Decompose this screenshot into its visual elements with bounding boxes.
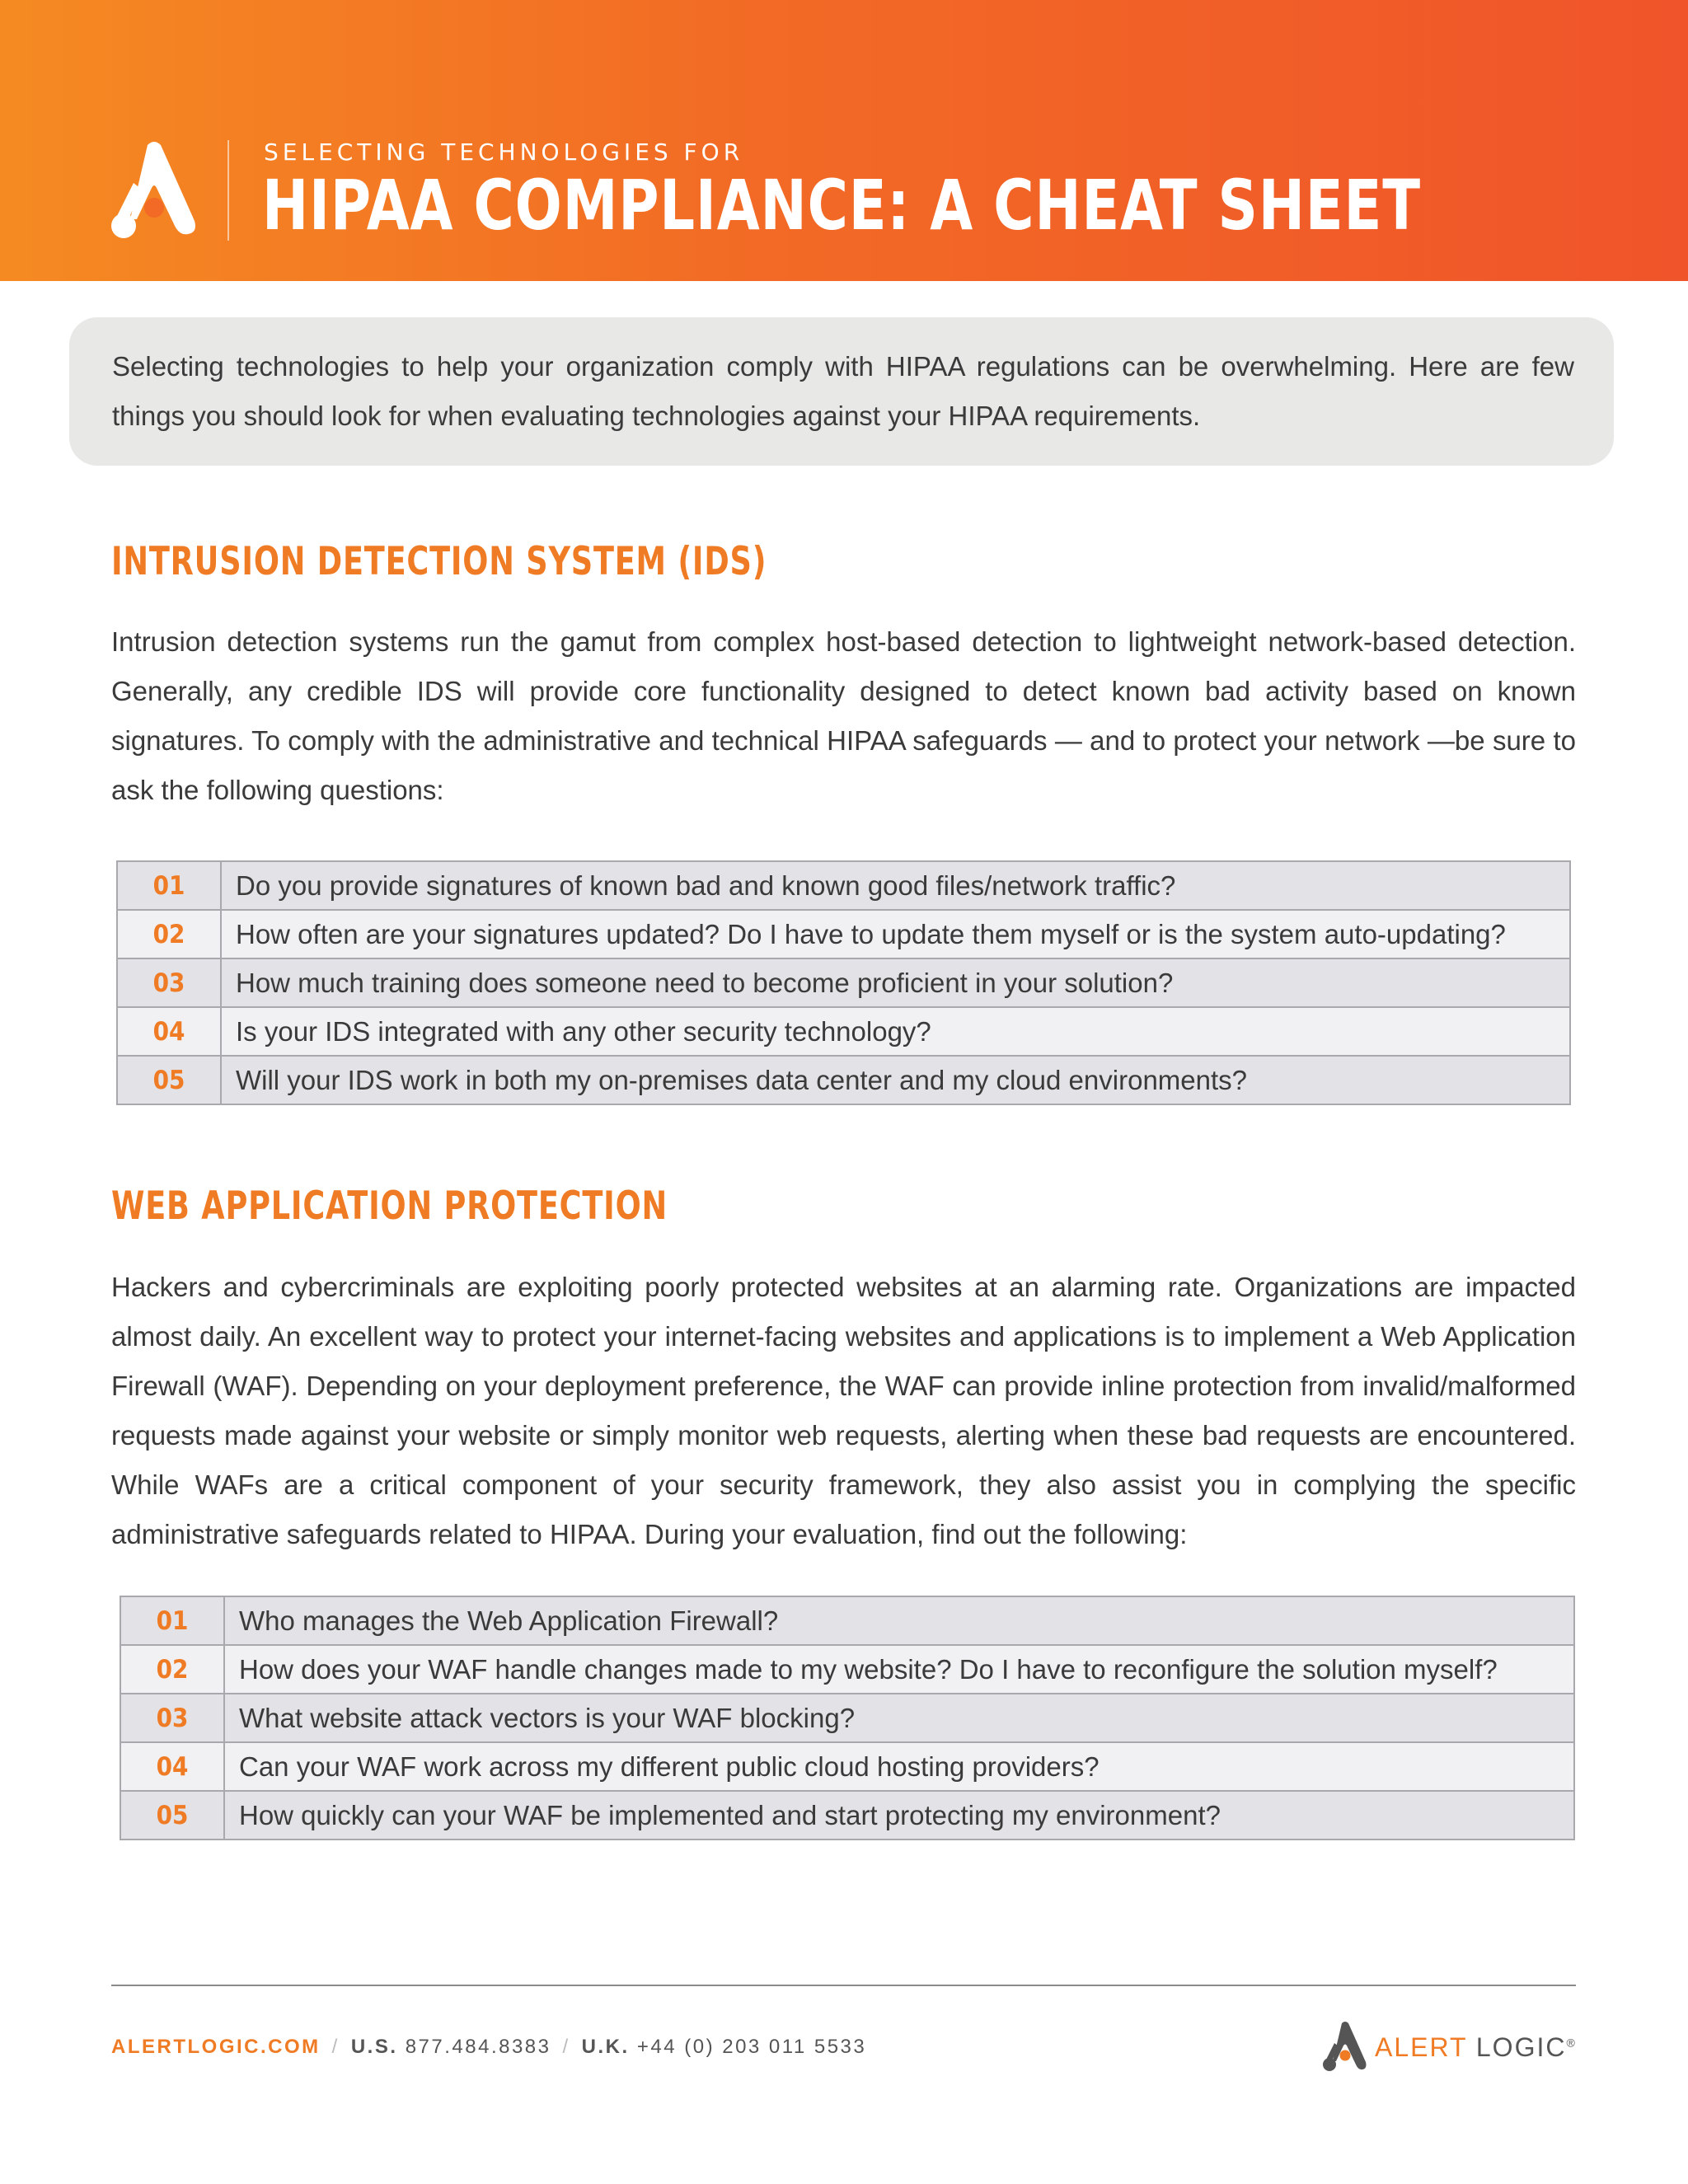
alert-logic-brand-icon: [1322, 2021, 1368, 2072]
footer-contact: [111, 2036, 866, 2059]
ids-questions-table: [116, 860, 1571, 1105]
footer-divider: [111, 1985, 1576, 1986]
page-title: HIPAA COMPLIANCE: A CHEAT SHEET: [262, 165, 1421, 246]
question-text: How often are your signatures updated? Do I have to update them myself or is the system auto-updating?: [221, 910, 1570, 958]
brand-name: [1375, 2032, 1577, 2063]
table-row: [117, 1056, 1570, 1104]
table-row: [117, 910, 1570, 958]
question-text: How much training does someone need to become proficient in your solution?: [221, 958, 1570, 1007]
us-label: U.S.: [350, 2036, 398, 2058]
separator: /: [331, 2036, 340, 2058]
alert-logic-logo-icon: [109, 140, 199, 239]
table-row: [117, 1007, 1570, 1056]
uk-phone: +44 (0) 203 011 5533: [636, 2036, 867, 2058]
table-row: [120, 1645, 1574, 1694]
waf-section-title: WEB APPLICATION PROTECTION: [111, 1183, 668, 1229]
question-text: What website attack vectors is your WAF blocking?: [224, 1694, 1574, 1742]
question-text: Is your IDS integrated with any other security technology?: [221, 1007, 1570, 1056]
ids-section-title: INTRUSION DETECTION SYSTEM (IDS): [111, 539, 767, 584]
brand-alert: ALERT: [1375, 2032, 1467, 2062]
question-number: 04: [120, 1742, 224, 1791]
intro-box: [69, 317, 1614, 466]
us-phone: 877.484.8383: [405, 2036, 551, 2058]
table-row: [117, 958, 1570, 1007]
question-number: 03: [120, 1694, 224, 1742]
question-text: Do you provide signatures of known bad and known good files/network traffic?: [221, 861, 1570, 910]
header-eyebrow: SELECTING TECHNOLOGIES FOR: [264, 138, 744, 166]
table-row: [117, 861, 1570, 910]
question-text: Who manages the Web Application Firewall?: [224, 1596, 1574, 1645]
question-number: 01: [120, 1596, 224, 1645]
question-number: 05: [117, 1056, 221, 1104]
intro-text: Selecting technologies to help your organization comply with HIPAA regulations can be overwhelming. Here are few things you should look for when evaluating technologies against your HIPAA requirements.: [112, 351, 1574, 431]
separator: /: [562, 2036, 570, 2058]
table-row: [120, 1742, 1574, 1791]
ids-paragraph: Intrusion detection systems run the gamut from complex host-based detection to lightweight network-based detection. Generally, any credible IDS will provide core functionality designed to detect known bad activity based on known signatures. To comply with the administrative and technical HIPAA safeguards — and to protect your network —be sure to ask the following questions:: [111, 626, 1576, 805]
question-text: Can your WAF work across my different public cloud hosting providers?: [224, 1742, 1574, 1791]
table-row: [120, 1791, 1574, 1840]
table-row: [120, 1694, 1574, 1742]
registered-mark: ®: [1566, 2036, 1577, 2050]
website-link[interactable]: ALERTLOGIC.COM: [111, 2036, 321, 2058]
question-text: How quickly can your WAF be implemented and start protecting my environment?: [224, 1791, 1574, 1840]
question-number: 02: [120, 1645, 224, 1694]
waf-paragraph: Hackers and cybercriminals are exploiting poorly protected websites at an alarming rate. Organizations are impacted almost daily. An excellent way to protect your internet-facing websites and applications is to implement a Web Application Firewall (WAF). Depending on your deployment preference, the WAF can provide inline protection from invalid/malformed requests made against your website or simply monitor web requests, alerting when these bad requests are encountered. While WAFs are a critical component of your security framework, they also assist you in complying the specific administrative safeguards related to HIPAA. During your evaluation, find out the following:: [111, 1272, 1576, 1549]
question-number: 01: [117, 861, 221, 910]
waf-questions-table: [120, 1596, 1575, 1840]
brand-logic: LOGIC: [1475, 2032, 1567, 2062]
header-banner: [0, 0, 1688, 281]
question-number: 05: [120, 1791, 224, 1840]
question-number: 04: [117, 1007, 221, 1056]
header-divider: [227, 140, 229, 241]
table-row: [120, 1596, 1574, 1645]
question-text: Will your IDS work in both my on-premises data center and my cloud environments?: [221, 1056, 1570, 1104]
uk-label: U.K.: [581, 2036, 630, 2058]
question-text: How does your WAF handle changes made to my website? Do I have to reconfigure the solution myself?: [224, 1645, 1574, 1694]
question-number: 03: [117, 958, 221, 1007]
question-number: 02: [117, 910, 221, 958]
